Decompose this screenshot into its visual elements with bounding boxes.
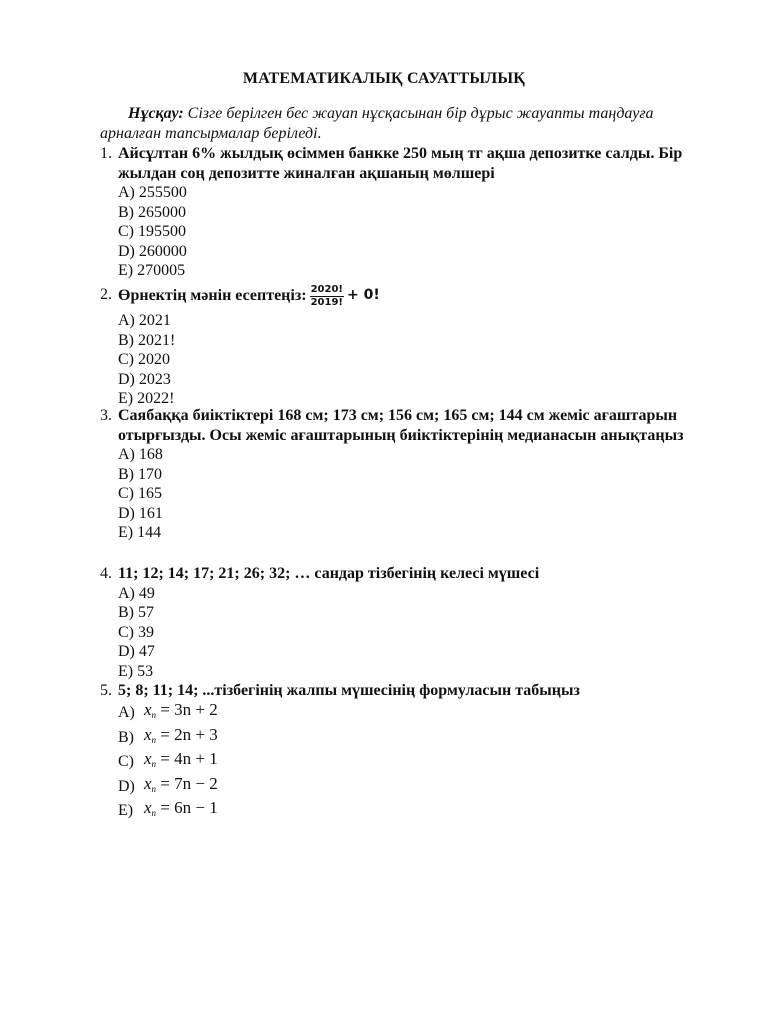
answer-option: D) 161 xyxy=(118,504,163,522)
question-number: 2. xyxy=(100,286,112,303)
answer-option: C) 39 xyxy=(118,623,154,641)
expression-tail: + 0! xyxy=(347,287,380,304)
answer-option: B) 57 xyxy=(118,604,154,621)
answer-option: E) 53 xyxy=(118,662,154,680)
instruction-paragraph xyxy=(100,104,690,144)
question-4 xyxy=(100,564,720,681)
document-title: МАТЕМАТИКАЛЫҚ САУАТТЫЛЫҚ xyxy=(242,70,526,87)
question-text: Өрнектің мәнін есептеңіз: xyxy=(118,287,307,305)
question-text: 5; 8; 11; 14; ...тізбегінің жалпы мүшесінің формуласын табыңыз xyxy=(118,682,580,699)
factorial-fraction xyxy=(310,284,344,309)
question-number: 1. xyxy=(100,145,112,162)
question-text-row xyxy=(118,283,720,309)
formula: $x_n = 2n + 3$ xyxy=(144,724,218,745)
fraction-numerator: 2020! xyxy=(310,283,343,295)
formula: $x_n = 3n + 2$ xyxy=(144,700,218,720)
question-number: 3. xyxy=(100,407,112,424)
answer-option: B) 170 xyxy=(118,465,162,483)
answer-options xyxy=(118,584,720,682)
answer-option xyxy=(118,799,720,824)
answer-option: D) 47 xyxy=(118,643,155,660)
answer-option xyxy=(118,774,720,799)
question-number: 4. xyxy=(100,565,112,582)
question-text: Айсұлтан 6% жылдық өсіммен банкке 250 мың тг ақша депозитке салды. Бір жылдан соң депозитте жиналған ақшаның мөлшері xyxy=(118,145,683,182)
answer-option: D) 2023 xyxy=(118,370,171,388)
formula: $x_n = 4n + 1$ xyxy=(144,749,218,769)
formula: $x_n = 6n - 1$ xyxy=(144,798,218,818)
answer-option: A) 2021 xyxy=(118,312,171,329)
option-letter: D) xyxy=(118,777,135,795)
formula-options xyxy=(118,701,720,824)
question-1 xyxy=(100,144,720,281)
answer-option: E) 2022! xyxy=(118,390,175,407)
question-text: Саябаққа биіктіктері 168 см; 173 см; 156 см; 165 см; 144 см жеміс ағаштарын отырғызды. Осы жеміс ағаштарының биіктіктерінің медианасын анықтаңыз xyxy=(118,407,684,444)
formula: $x_n = 7n - 2$ xyxy=(144,773,218,794)
answer-option xyxy=(118,725,720,750)
answer-option: D) 260000 xyxy=(118,242,187,260)
question-3 xyxy=(100,406,720,543)
answer-options xyxy=(118,183,720,281)
answer-option xyxy=(118,750,720,775)
instruction-lead: Нұсқау: xyxy=(128,105,184,122)
option-letter: B) xyxy=(118,728,134,746)
answer-option: A) 168 xyxy=(118,446,163,463)
instruction-text: Сізге берілген бес жауап нұсқасынан бір дұрыс жауапты таңдауға арналған тапсырмалар беріледі. xyxy=(100,105,654,142)
answer-option: C) 195500 xyxy=(118,223,186,240)
answer-option: B) 2021! xyxy=(118,331,176,349)
option-letter: C) xyxy=(118,753,134,770)
question-number: 5. xyxy=(100,682,112,699)
option-letter: E) xyxy=(118,802,134,819)
answer-option xyxy=(118,701,720,726)
answer-option: B) 265000 xyxy=(118,203,186,221)
fraction-denominator: 2019! xyxy=(310,296,343,308)
answer-option: E) 270005 xyxy=(118,262,186,279)
answer-option: A) 49 xyxy=(118,584,155,602)
question-5 xyxy=(100,681,720,823)
answer-option: C) 2020 xyxy=(118,351,170,368)
answer-option: C) 165 xyxy=(118,485,162,502)
question-2 xyxy=(100,283,720,409)
answer-options xyxy=(118,311,720,409)
answer-options xyxy=(118,445,720,543)
question-text: 11; 12; 14; 17; 21; 26; 32; … сандар тізбегінің келесі мүшесі xyxy=(118,565,540,582)
answer-option: A) 255500 xyxy=(118,184,187,201)
option-letter: A) xyxy=(118,704,135,721)
answer-option: E) 144 xyxy=(118,524,162,541)
